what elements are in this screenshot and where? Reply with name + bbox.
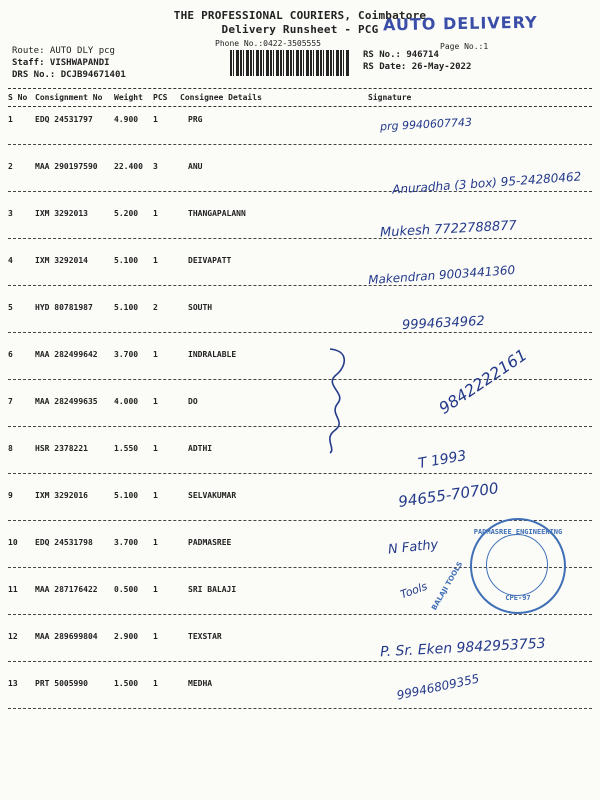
row-sno: 8	[8, 444, 13, 453]
row-pcs: 1	[153, 444, 158, 453]
row-divider	[8, 191, 592, 192]
row-weight: 4.000	[114, 397, 139, 406]
row-divider	[8, 708, 592, 709]
company-name: THE PROFESSIONAL COURIERS, Coimbatore	[173, 9, 427, 22]
signature-row-6: 9842222161	[435, 345, 531, 418]
row-sno: 3	[8, 209, 13, 218]
row-consignment-no: MAA 289699804	[35, 632, 98, 641]
row-divider	[8, 332, 592, 333]
seal-inner-ring	[486, 534, 548, 596]
row-weight: 3.700	[114, 350, 139, 359]
row-consignment-no: MAA 287176422	[35, 585, 98, 594]
table-row	[0, 390, 600, 430]
table-row	[0, 296, 600, 336]
row-consignee: ADTHI	[188, 444, 213, 453]
padmasree-engineering-seal	[470, 518, 566, 614]
row-consignee: SOUTH	[188, 303, 213, 312]
phone-number: Phone No.:0422-3505555	[215, 39, 321, 48]
row-consignee: DEIVAPATT	[188, 256, 232, 265]
signature-row-4: Makendran 9003441360	[367, 262, 516, 288]
row-pcs: 1	[153, 397, 158, 406]
row-consignment-no: IXM 3292016	[35, 491, 88, 500]
row-weight: 3.700	[114, 538, 139, 547]
row-sno: 4	[8, 256, 13, 265]
signature-row-9: 94655-70700	[397, 479, 500, 511]
row-divider	[8, 144, 592, 145]
barcode	[230, 50, 350, 76]
signature-row-13: 99946809355	[395, 671, 481, 703]
row-pcs: 1	[153, 209, 158, 218]
row-sno: 12	[8, 632, 18, 641]
row-weight: 5.200	[114, 209, 139, 218]
table-row	[0, 672, 600, 712]
row-consignment-no: HSR 2378221	[35, 444, 88, 453]
row-sno: 2	[8, 162, 13, 171]
row-pcs: 1	[153, 115, 158, 124]
row-weight: 5.100	[114, 491, 139, 500]
row-weight: 4.900	[114, 115, 139, 124]
row-sno: 1	[8, 115, 13, 124]
staff-label: Staff: VISHWAPANDI	[12, 58, 110, 68]
drs-number: DRS No.: DCJB94671401	[12, 70, 126, 80]
row-sno: 13	[8, 679, 18, 688]
row-weight: 1.500	[114, 679, 139, 688]
row-pcs: 2	[153, 303, 158, 312]
col-header-weight: Weight	[114, 93, 143, 102]
row-pcs: 1	[153, 585, 158, 594]
row-consignment-no: IXM 3292013	[35, 209, 88, 218]
seal-top-text: PADMASREE ENGINEERING	[473, 528, 563, 536]
row-divider	[8, 285, 592, 286]
row-weight: 5.100	[114, 256, 139, 265]
signature-row-1: prg 9940607743	[379, 115, 473, 134]
col-header-signature: Signature	[368, 93, 412, 102]
page-number: Page No.:1	[440, 42, 489, 51]
row-divider	[8, 238, 592, 239]
row-weight: 2.900	[114, 632, 139, 641]
row-consignee: PRG	[188, 115, 203, 124]
row-pcs: 1	[153, 632, 158, 641]
table-row	[0, 437, 600, 477]
row-sno: 5	[8, 303, 13, 312]
rs-number: RS No.: 946714	[363, 50, 439, 60]
row-pcs: 1	[153, 538, 158, 547]
header-divider-bottom	[8, 106, 592, 107]
signature-row-2: Anuradha (3 box) 95-24280462	[391, 169, 582, 197]
row-pcs: 1	[153, 256, 158, 265]
header-divider-top	[8, 88, 592, 89]
row-divider	[8, 614, 592, 615]
col-header-consignee: Consignee Details	[180, 93, 262, 102]
row-consignment-no: MAA 290197590	[35, 162, 98, 171]
signature-row-12: P. Sr. Eken 9842953753	[379, 635, 546, 661]
col-header-consignment: Consignment No	[35, 93, 103, 102]
row-sno: 10	[8, 538, 18, 547]
signature-row-11: Tools	[398, 579, 429, 602]
table-row	[0, 108, 600, 148]
row-sno: 11	[8, 585, 18, 594]
row-consignee: MEDHA	[188, 679, 213, 688]
row-pcs: 1	[153, 350, 158, 359]
signature-row-8: T 1993	[416, 447, 468, 473]
rs-date: RS Date: 26-May-2022	[363, 62, 472, 72]
row-pcs: 1	[153, 679, 158, 688]
row-consignee: SELVAKUMAR	[188, 491, 237, 500]
row-weight: 5.100	[114, 303, 139, 312]
row-consignee: PADMASREE	[188, 538, 232, 547]
row-pcs: 3	[153, 162, 158, 171]
col-header-pcs: PCS	[153, 93, 168, 102]
signature-row-5: 9994634962	[401, 313, 486, 334]
row-divider	[8, 426, 592, 427]
auto-delivery-stamp: AUTO DELIVERY	[382, 12, 538, 35]
row-consignment-no: PRT 5005990	[35, 679, 88, 688]
row-consignment-no: MAA 282499635	[35, 397, 98, 406]
row-consignment-no: MAA 282499642	[35, 350, 98, 359]
row-divider	[8, 661, 592, 662]
row-divider	[8, 379, 592, 380]
seal-bottom-text: CPE-97	[505, 594, 531, 602]
signature-scribble-rows-6-7	[316, 345, 356, 455]
row-weight: 1.550	[114, 444, 139, 453]
row-weight: 0.500	[114, 585, 139, 594]
row-sno: 6	[8, 350, 13, 359]
row-consignment-no: HYD 80781987	[35, 303, 93, 312]
row-consignee: SRI BALAJI	[188, 585, 237, 594]
row-sno: 9	[8, 491, 13, 500]
row-pcs: 1	[153, 491, 158, 500]
row-consignee: ANU	[188, 162, 203, 171]
row-consignee: INDRALABLE	[188, 350, 237, 359]
route-label: Route: AUTO DLY pcg	[12, 46, 115, 56]
row-consignment-no: EDQ 24531797	[35, 115, 93, 124]
row-consignee: TEXSTAR	[188, 632, 222, 641]
signature-row-3: Mukesh 7722788877	[379, 218, 518, 241]
row-consignee: DO	[188, 397, 198, 406]
row-consignment-no: EDQ 24531798	[35, 538, 93, 547]
row-weight: 22.400	[114, 162, 143, 171]
signature-row-10: N Fathy	[387, 537, 439, 558]
balaji-tools-stamp-text: BALAJI TOOLS	[430, 560, 465, 612]
row-divider	[8, 473, 592, 474]
row-consignee: THANGAPALANN	[188, 209, 246, 218]
col-header-sno: S No	[8, 93, 28, 102]
row-sno: 7	[8, 397, 13, 406]
sheet-title: Delivery Runsheet - PCG	[221, 23, 379, 36]
row-consignment-no: IXM 3292014	[35, 256, 88, 265]
